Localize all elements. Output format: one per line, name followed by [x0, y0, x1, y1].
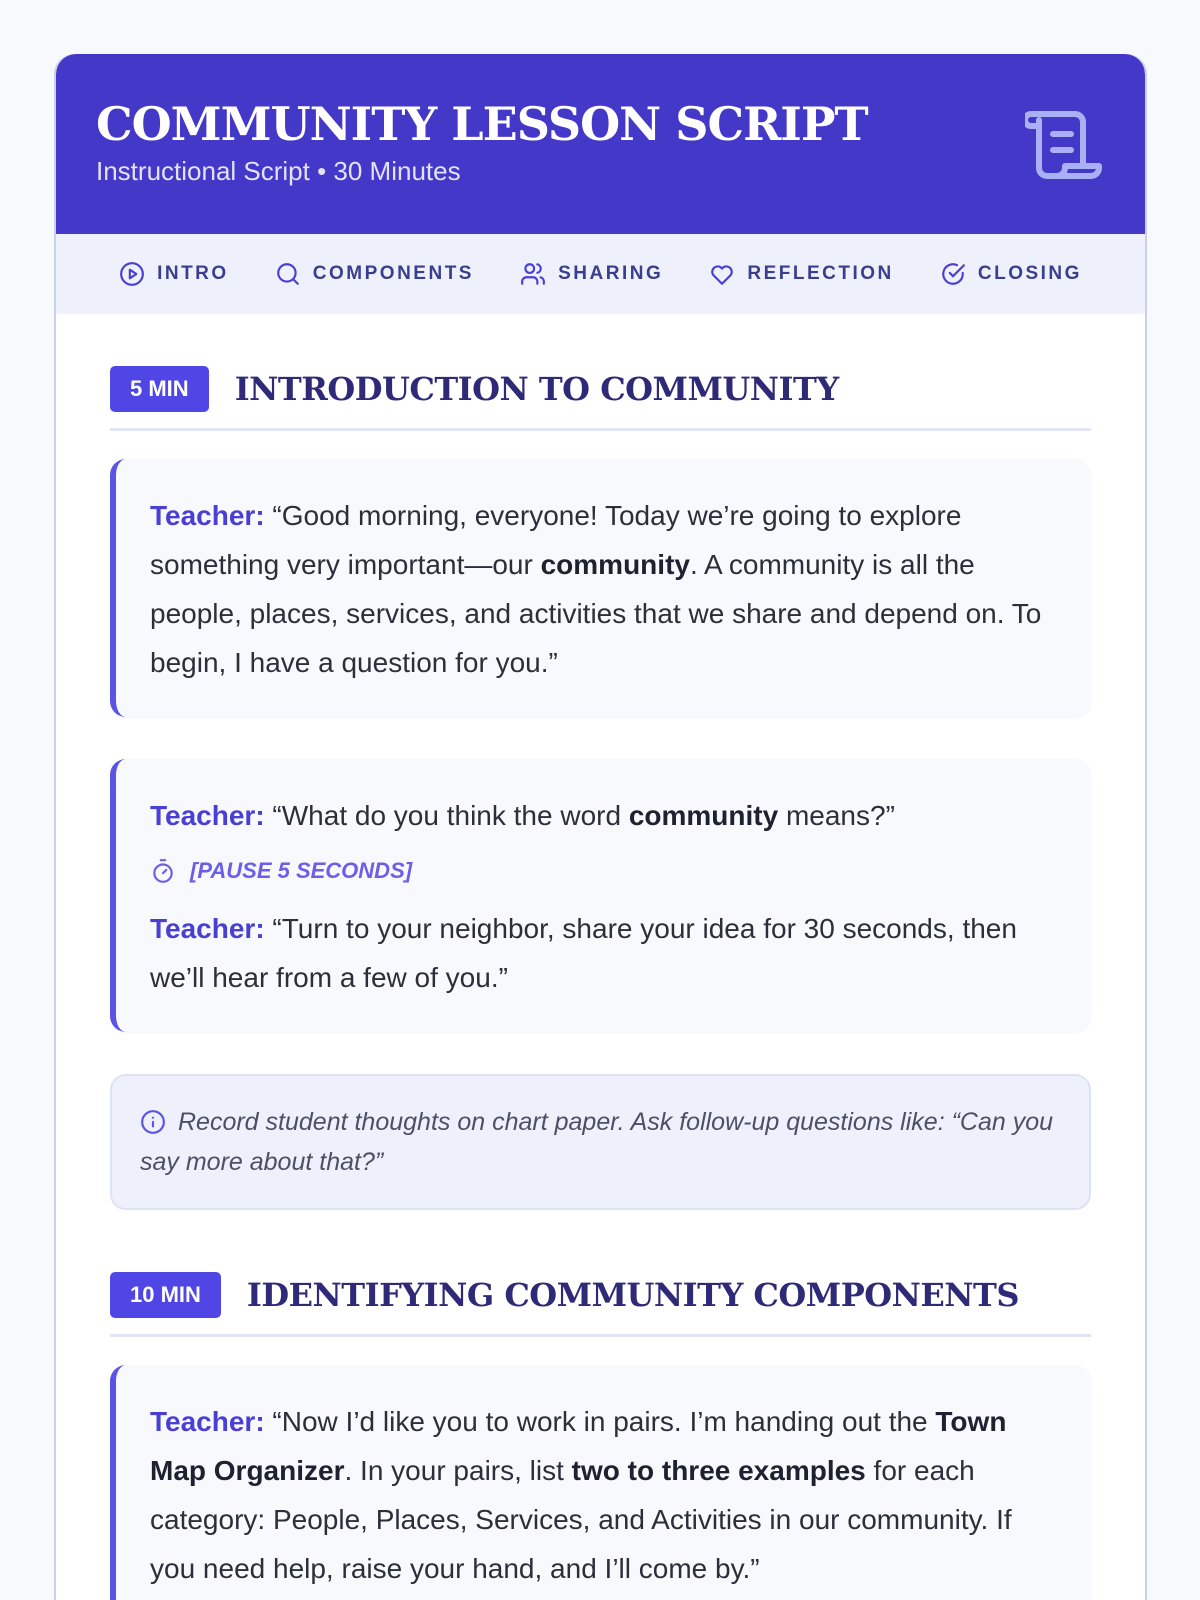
speaker-label: Teacher: — [150, 1406, 265, 1437]
section-header-intro — [110, 366, 1091, 431]
script-box — [110, 459, 1091, 717]
nav-item-closing[interactable] — [940, 261, 1082, 287]
nav-item-intro[interactable] — [119, 261, 229, 287]
script-box — [110, 1365, 1091, 1600]
script-line — [150, 904, 1057, 1002]
nav-label: CLOSING — [977, 263, 1082, 284]
script-line — [150, 1397, 1057, 1593]
heart-icon — [709, 261, 735, 287]
script-text: “What do you think the word — [264, 800, 629, 831]
scroll-icon — [1025, 106, 1105, 182]
nav-label: SHARING — [558, 263, 664, 284]
pause-cue — [150, 858, 1057, 884]
lesson-card — [54, 54, 1147, 1600]
play-circle-icon — [119, 261, 145, 287]
script-text: “Turn to your neighbor, share your idea for 30 seconds, then we’ll hear from a few of you.” — [150, 913, 1017, 993]
script-text: . In your pairs, list — [344, 1455, 572, 1486]
script-text: “Now I’d like you to work in pairs. I’m handing out the — [264, 1406, 936, 1437]
page-subtitle: Instructional Script • 30 Minutes — [96, 156, 461, 186]
section-title: INTRODUCTION TO COMMUNITY — [234, 370, 839, 408]
emphasis-text: community — [628, 800, 779, 831]
speaker-label: Teacher: — [150, 800, 265, 831]
timer-icon — [150, 858, 176, 884]
pause-text: [PAUSE 5 SECONDS] — [190, 858, 413, 883]
script-line — [150, 791, 1057, 840]
nav-label: COMPONENTS — [312, 263, 474, 284]
speaker-label: Teacher: — [150, 913, 265, 944]
nav-item-sharing[interactable] — [520, 261, 663, 287]
section-nav — [56, 234, 1145, 314]
nav-item-components[interactable] — [275, 261, 474, 287]
script-text: “Good morning, everyone! Today we’re going to explore something very important—our — [150, 500, 962, 580]
main-content — [56, 314, 1145, 1600]
time-badge: 5 MIN — [110, 366, 209, 412]
emphasis-text: community — [540, 549, 690, 580]
page-title: COMMUNITY LESSON SCRIPT — [96, 97, 868, 151]
section-header-components — [110, 1272, 1091, 1337]
script-line — [150, 491, 1057, 687]
check-circle-icon — [940, 261, 966, 287]
note-text: Record student thoughts on chart paper. Ask follow-up questions like: “Can you say more about that?” — [140, 1108, 1054, 1176]
speaker-label: Teacher: — [150, 500, 265, 531]
emphasis-text: two to three examples — [571, 1455, 866, 1486]
section-title: IDENTIFYING COMMUNITY COMPONENTS — [246, 1276, 1019, 1314]
nav-label: REFLECTION — [747, 263, 894, 284]
script-text: means?” — [778, 800, 895, 831]
script-text: for each category: People, Places, Services, and Activities in our community. If you need help, raise your hand, and I’ll come by.” — [150, 1455, 1012, 1584]
emphasis-text: Town Map Organizer — [150, 1406, 1007, 1486]
nav-label: INTRO — [157, 263, 229, 284]
nav-item-reflection[interactable] — [709, 261, 893, 287]
script-box — [110, 759, 1091, 1032]
header — [56, 54, 1145, 234]
script-text: . A community is all the people, places, services, and activities that we share and depend on. To begin, I have a question for you.” — [150, 549, 1042, 678]
users-icon — [520, 261, 546, 287]
teacher-note — [110, 1074, 1091, 1210]
info-icon — [140, 1109, 166, 1135]
time-badge: 10 MIN — [110, 1272, 221, 1318]
search-icon — [275, 261, 301, 287]
